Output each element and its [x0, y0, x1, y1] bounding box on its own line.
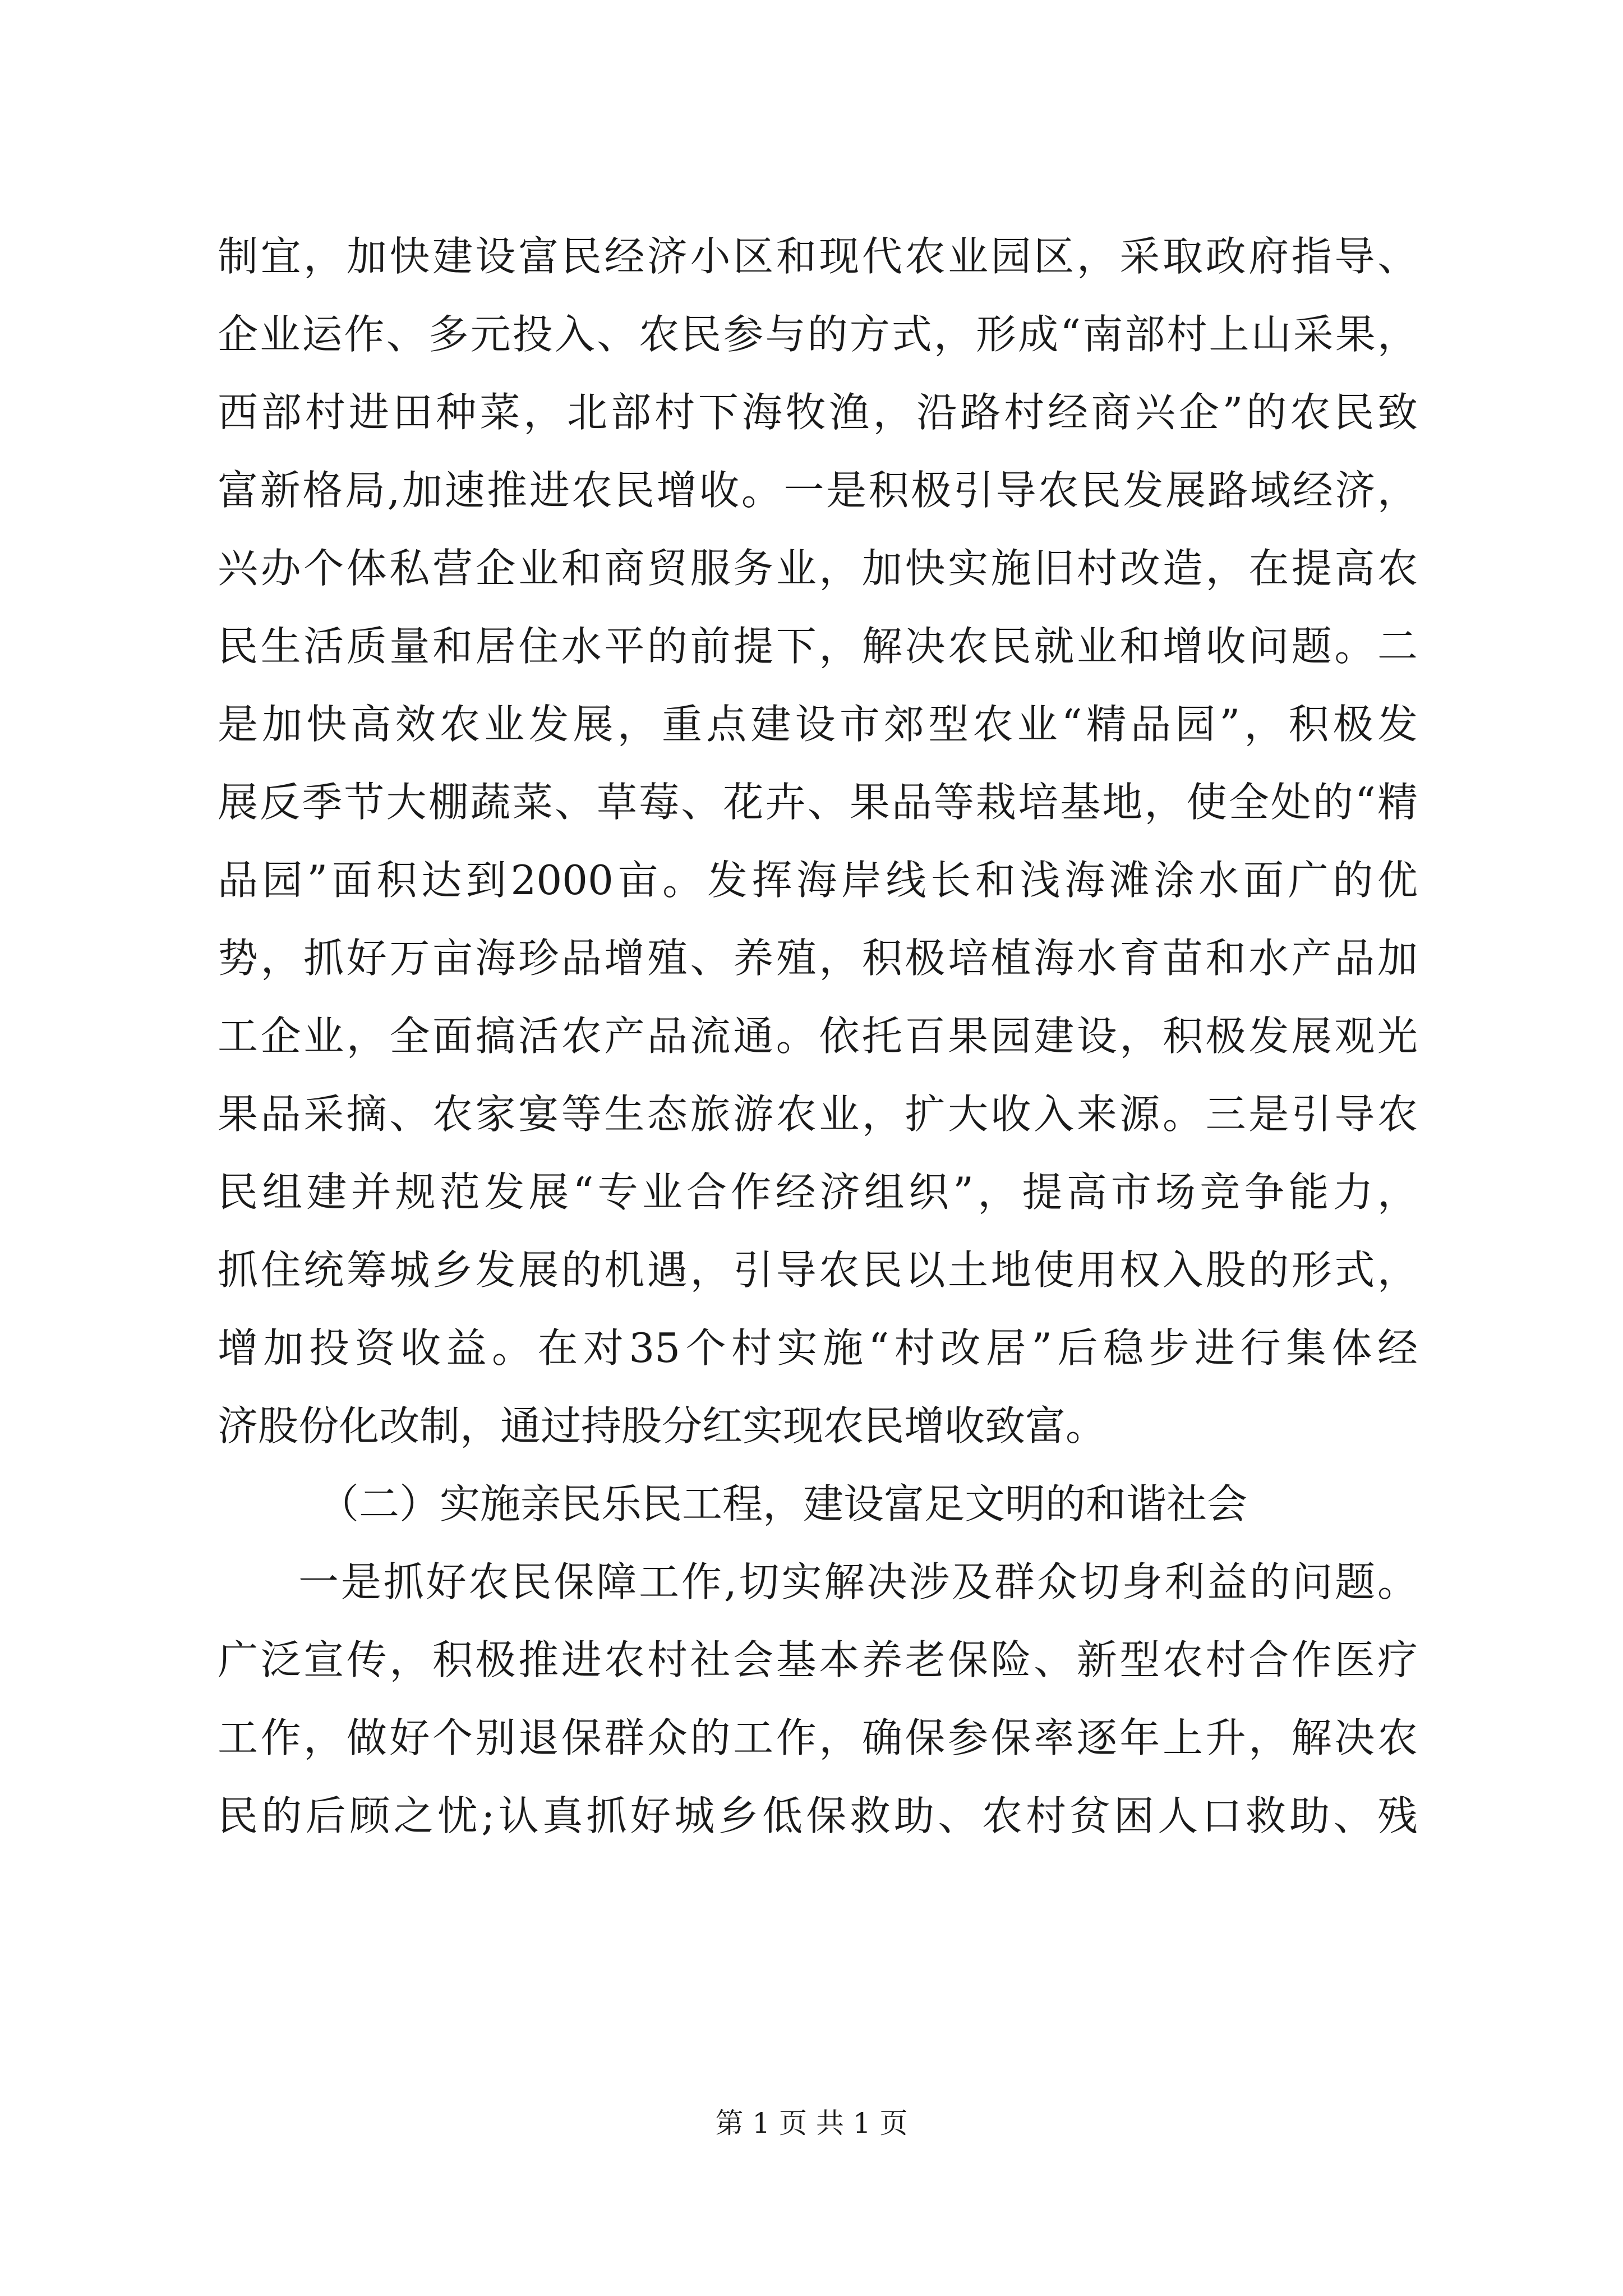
paragraph-1-line-15: 增加投资收益。在对35个村实施“村改居”后稳步进行集体经: [218, 1324, 1418, 1372]
paragraph-1-line-7: 是加快高效农业发展，重点建设市郊型农业“精品园”，积极发: [218, 701, 1418, 748]
paragraph-1-line-14: 抓住统筹城乡发展的机遇，引导农民以土地使用权入股的形式，: [218, 1246, 1418, 1294]
paragraph-1-line-10: 势，抓好万亩海珍品增殖、养殖，积极培植海水育苗和水产品加: [218, 935, 1418, 982]
paragraph-1-line-4: 富新格局,加速推进农民增收。一是积极引导农民发展路域经济，: [218, 467, 1418, 514]
page-number-footer: 第 1 页 共 1 页: [715, 2107, 908, 2139]
paragraph-1-line-13: 民组建并规范发展“专业合作经济组织”，提高市场竞争能力，: [218, 1168, 1418, 1216]
paragraph-1-line-5: 兴办个体私营企业和商贸服务业，加快实施旧村改造，在提高农: [218, 545, 1418, 592]
paragraph-1-line-16: 济股份化改制，通过持股分红实现农民增收致富。: [218, 1402, 1106, 1450]
paragraph-1-line-11: 工企业，全面搞活农产品流通。依托百果园建设，积极发展观光: [218, 1013, 1418, 1060]
paragraph-1-line-8: 展反季节大棚蔬菜、草莓、花卉、果品等栽培基地，使全处的“精: [218, 779, 1418, 826]
section-heading: （二）实施亲民乐民工程，建设富足文明的和谐社会: [319, 1480, 1248, 1527]
paragraph-2-line-2: 广泛宣传，积极推进农村社会基本养老保险、新型农村合作医疗: [218, 1636, 1418, 1683]
paragraph-1-line-12: 果品采摘、农家宴等生态旅游农业，扩大收入来源。三是引导农: [218, 1091, 1418, 1138]
paragraph-1-line-6: 民生活质量和居住水平的前提下，解决农民就业和增收问题。二: [218, 623, 1418, 670]
paragraph-1-line-2: 企业运作、多元投入、农民参与的方式，形成“南部村上山采果，: [218, 311, 1418, 358]
paragraph-2-line-4: 民的后顾之忧;认真抓好城乡低保救助、农村贫困人口救助、残: [218, 1792, 1418, 1839]
paragraph-2-line-3: 工作，做好个别退保群众的工作，确保参保率逐年上升，解决农: [218, 1714, 1418, 1761]
paragraph-1-line-3: 西部村进田种菜，北部村下海牧渔，沿路村经商兴企”的农民致: [218, 389, 1418, 436]
document-body: [218, 218, 1418, 1855]
paragraph-2-line-1: 一是抓好农民保障工作,切实解决涉及群众切身利益的问题。: [298, 1558, 1418, 1605]
paragraph-1-line-9: 品园”面积达到2000亩。发挥海岸线长和浅海滩涂水面广的优: [218, 857, 1418, 904]
paragraph-1-line-1: 制宜，加快建设富民经济小区和现代农业园区，采取政府指导、: [218, 233, 1418, 280]
